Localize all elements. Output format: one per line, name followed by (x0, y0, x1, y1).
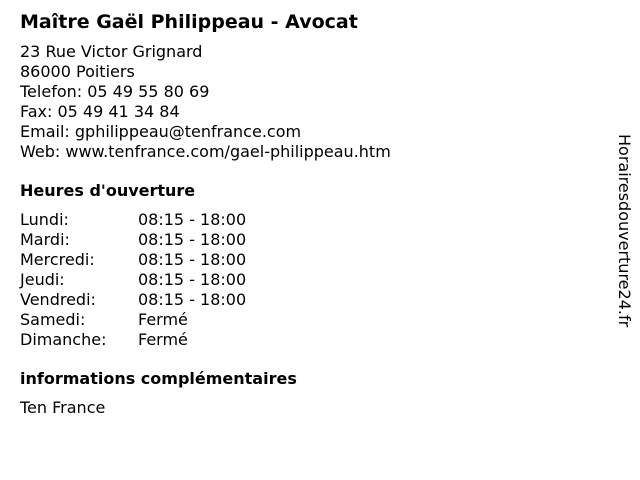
hours-day: Vendredi: (20, 290, 96, 309)
additional-info-text: Ten France (20, 398, 106, 417)
business-info-card (20, 10, 580, 418)
site-watermark: Horairesdouverture24.fr (615, 134, 634, 328)
hours-day: Mercredi: (20, 250, 95, 269)
hours-row-friday (20, 290, 580, 310)
street-address: 23 Rue Victor Grignard (20, 42, 203, 61)
hours-row-sunday (20, 330, 580, 350)
web-link[interactable]: www.tenfrance.com/gael-philippeau.htm (65, 142, 391, 161)
hours-time: Fermé (138, 310, 188, 329)
hours-time: 08:15 - 18:00 (138, 250, 247, 269)
hours-day: Samedi: (20, 310, 86, 329)
email-line (20, 122, 580, 142)
hours-row-wednesday (20, 250, 580, 270)
email-link[interactable]: gphilippeau@tenfrance.com (74, 122, 302, 141)
city-address: 86000 Poitiers (20, 62, 135, 81)
opening-hours-table (20, 210, 580, 350)
web-line (20, 142, 580, 162)
hours-row-tuesday (20, 230, 580, 250)
email-label: Email: (20, 122, 75, 141)
page-title: Maître Gaël Philippeau - Avocat (20, 11, 358, 33)
hours-day: Lundi: (20, 210, 69, 229)
hours-time: Fermé (138, 330, 188, 349)
hours-time: 08:15 - 18:00 (138, 270, 247, 289)
hours-day: Mardi: (20, 230, 70, 249)
hours-day: Dimanche: (20, 330, 107, 349)
hours-day: Jeudi: (20, 270, 65, 289)
opening-hours-heading: Heures d'ouverture (20, 181, 196, 200)
additional-info-heading: informations complémentaires (20, 369, 297, 388)
hours-row-monday (20, 210, 580, 230)
hours-time: 08:15 - 18:00 (138, 230, 247, 249)
hours-time: 08:15 - 18:00 (138, 210, 247, 229)
hours-row-saturday (20, 310, 580, 330)
web-label: Web: (20, 142, 66, 161)
fax-number: Fax: 05 49 41 34 84 (20, 102, 180, 121)
hours-row-thursday (20, 270, 580, 290)
hours-time: 08:15 - 18:00 (138, 290, 247, 309)
phone-number: Telefon: 05 49 55 80 69 (20, 82, 210, 101)
